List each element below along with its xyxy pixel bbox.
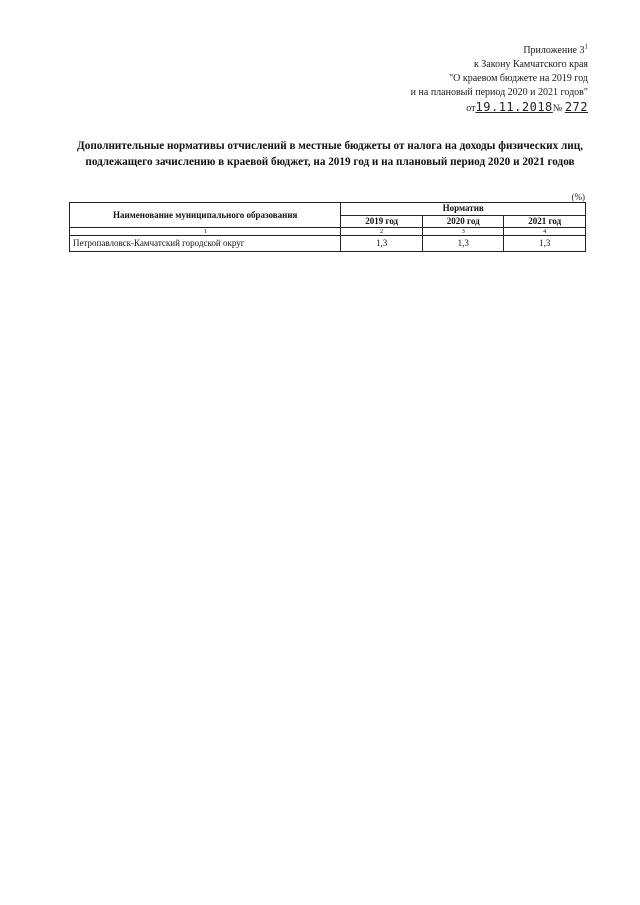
column-header-year: 2019 год — [341, 215, 423, 228]
column-header-group: Норматив — [341, 203, 586, 216]
column-index: 2 — [341, 228, 423, 236]
norm-value: 1,3 — [422, 236, 504, 252]
column-header-year: 2021 год — [504, 215, 586, 228]
annex-superscript: 1 — [584, 42, 588, 51]
column-header-year: 2020 год — [422, 215, 504, 228]
municipality-name: Петропавловск-Камчатский городской округ — [70, 236, 341, 252]
law-date: 19.11.2018 — [475, 100, 553, 114]
annex-date-line — [328, 100, 588, 116]
norms-table — [69, 202, 586, 252]
number-prefix: № — [552, 103, 563, 114]
law-number: 272 — [564, 100, 588, 114]
column-index: 4 — [504, 228, 586, 236]
annex-line-4: и на плановый период 2020 и 2021 годов" — [410, 87, 588, 98]
column-index: 3 — [422, 228, 504, 236]
annex-line-1 — [328, 44, 588, 58]
annex-line-2: к Закону Камчатского края — [473, 59, 588, 70]
annex-line-3: "О краевом бюджете на 2019 год — [449, 73, 588, 84]
date-prefix: от — [466, 103, 476, 114]
document-title: Дополнительные нормативы отчислений в местные бюджеты от налога на доходы физических лиц, подлежащего зачислению в краевой бюджет, на 2019 год и на плановый период 2020 и 2021 годов — [77, 140, 583, 168]
table-row — [70, 236, 586, 252]
annex-title: Приложение 3 — [523, 45, 585, 56]
column-header-name: Наименование муниципального образования — [70, 203, 341, 228]
table-header-row — [70, 203, 586, 216]
unit-label: (%) — [571, 192, 585, 202]
table-index-row — [70, 228, 586, 236]
norm-value: 1,3 — [341, 236, 423, 252]
annex-header — [328, 44, 588, 116]
column-index: 1 — [70, 228, 341, 236]
norm-value: 1,3 — [504, 236, 586, 252]
